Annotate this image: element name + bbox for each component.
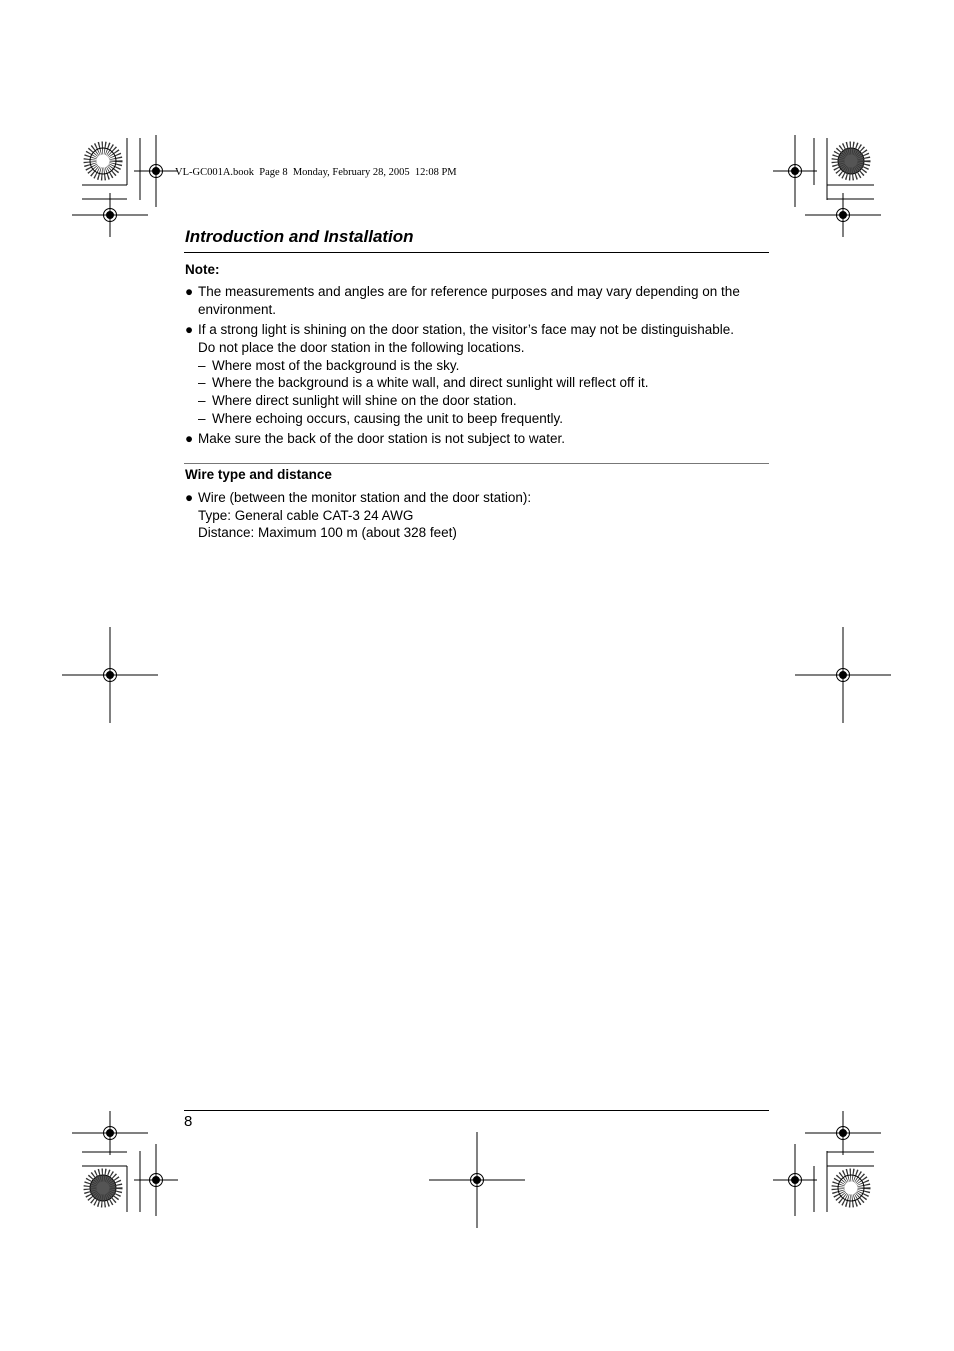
wire-bullet-1 [185, 489, 785, 507]
footer-rule [184, 1110, 769, 1111]
page-number: 8 [184, 1113, 193, 1130]
bullet-icon: ● [185, 490, 194, 505]
bullet-icon: ● [185, 431, 194, 446]
note-heading: Note: [185, 262, 220, 277]
registration-mark-icon [134, 1144, 178, 1216]
color-wheel-icon [90, 148, 116, 174]
registration-mark-icon [805, 193, 881, 237]
bullet-icon: ● [185, 322, 194, 337]
title-rule [184, 252, 769, 253]
registration-mark-icon [72, 193, 148, 237]
note-bullet-3 [185, 430, 785, 448]
bullet-text: If a strong light is shining on the door station, the visitor’s face may not be distinguishable. [198, 322, 735, 337]
registration-mark-icon [134, 135, 178, 207]
dash-text: Where the background is a white wall, and direct sunlight will reflect off it. [212, 375, 649, 390]
registration-mark-icon [62, 627, 158, 723]
bullet-text: The measurements and angles are for reference purposes and may vary depending on the environment. [198, 284, 740, 317]
color-wheel-icon [838, 148, 864, 174]
dash-text: Where most of the background is the sky. [212, 358, 460, 373]
registration-mark-icon [72, 1111, 148, 1155]
registration-mark-icon [773, 1144, 817, 1216]
note-dash-1 [198, 357, 768, 375]
wire-distance-line: Distance: Maximum 100 m (about 328 feet) [198, 525, 457, 540]
wire-type-line: Type: General cable CAT-3 24 AWG [198, 508, 414, 523]
dash-icon: – [198, 358, 206, 373]
wire-heading: Wire type and distance [185, 467, 332, 482]
registration-mark-icon [795, 627, 891, 723]
color-wheel-icon [838, 1175, 864, 1201]
registration-mark-icon [429, 1132, 525, 1228]
note-bullet-1 [185, 283, 770, 319]
note-dash-4 [198, 410, 768, 428]
dash-text: Where direct sunlight will shine on the door station. [212, 393, 517, 408]
dash-icon: – [198, 375, 206, 390]
note-dash-2 [198, 374, 768, 392]
note-dash-3 [198, 392, 768, 410]
section-title: Introduction and Installation [185, 227, 414, 246]
registration-mark-icon [773, 135, 817, 207]
bullet-icon: ● [185, 284, 194, 299]
bullet-text: Do not place the door station in the following locations. [198, 340, 525, 355]
slug-line: VL-GC001A.book Page 8 Monday, February 28, 2005 12:08 PM [175, 167, 457, 178]
dash-icon: – [198, 393, 206, 408]
color-wheel-icon [90, 1175, 116, 1201]
registration-mark-icon [805, 1111, 881, 1155]
section-divider [184, 463, 769, 464]
bullet-text: Wire (between the monitor station and the door station): [198, 490, 532, 505]
dash-icon: – [198, 411, 206, 426]
note-bullet-2 [185, 321, 785, 339]
dash-text: Where echoing occurs, causing the unit to beep frequently. [212, 411, 563, 426]
bullet-text: Make sure the back of the door station is not subject to water. [198, 431, 565, 446]
